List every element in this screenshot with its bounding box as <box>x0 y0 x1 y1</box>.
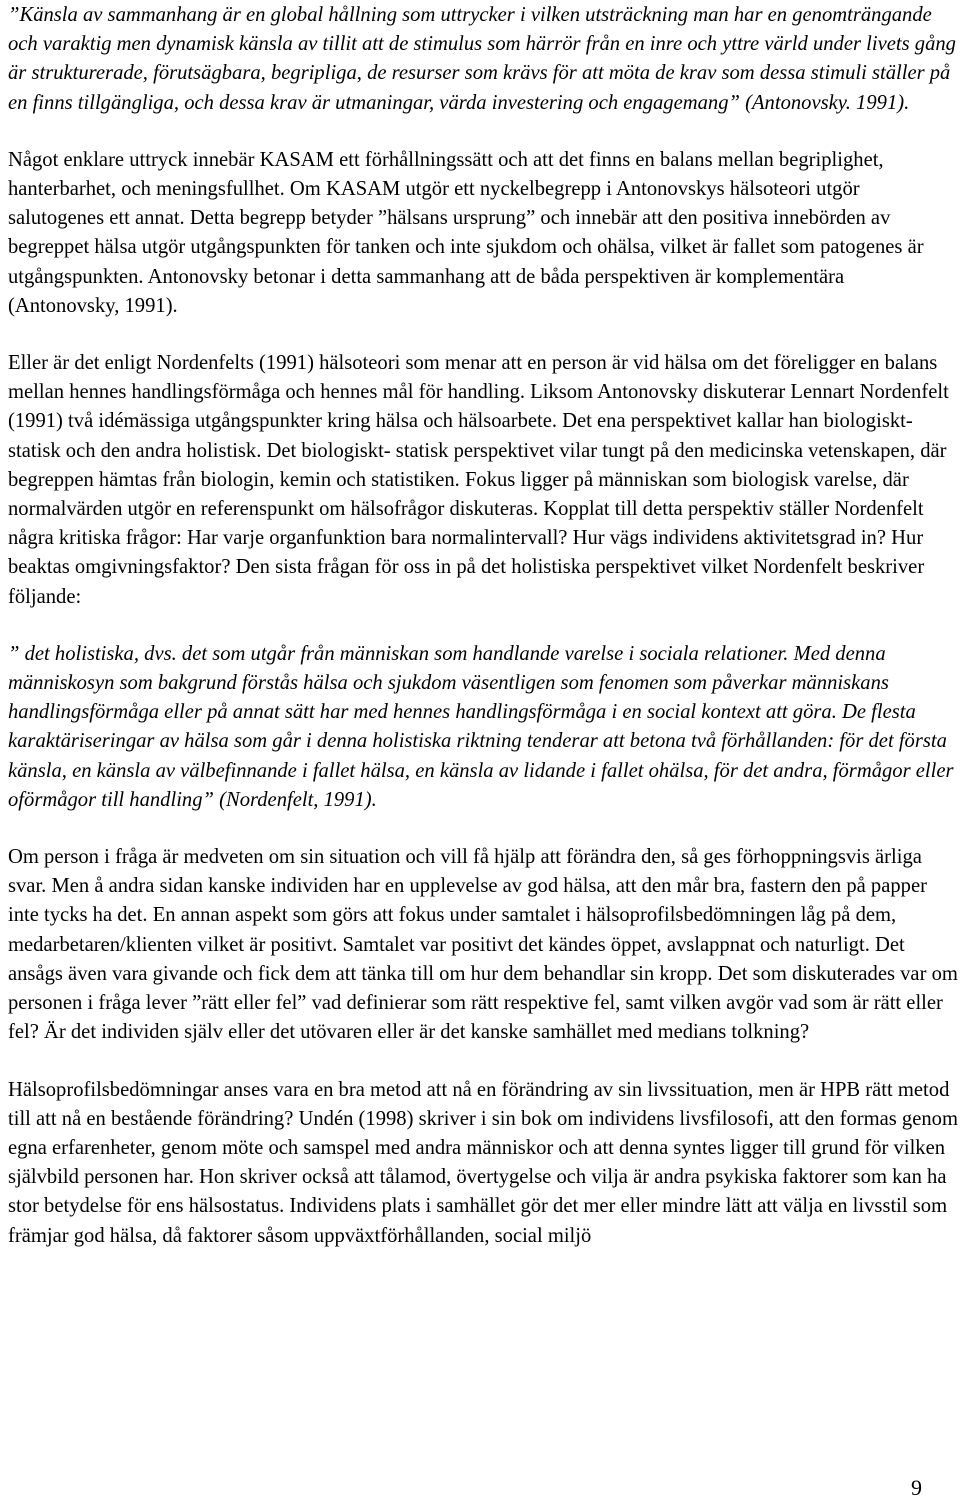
page-number: 9 <box>911 1475 922 1500</box>
paragraph-holistic-quote: ” det holistiska, dvs. det som utgår från människan som handlande varelse i sociala relationer. Med denna människosyn som bakgrund förstås hälsa och sjukdom väsentligen som fenomen som påverkar människans handlingsförmåga eller på annat sätt har med hennes handlingsförmåga i en social kontext att göra. De flesta karaktäriseringar av hälsa som går i denna holistiska riktning tenderar att betona två förhållanden: för det första känsla, en känsla av välbefinnande i fallet hälsa, en känsla av lidande i fallet ohälsa, för det andra, förmågor eller oförmågor till handling” (Nordenfelt, 1991). <box>8 642 954 811</box>
paragraph-health-profile-conversation: Om person i fråga är medveten om sin situation och vill få hjälp att förändra den, så ges förhoppningsvis ärliga svar. Men å andra sidan kanske individen har en upplevelse av god hälsa, att den mår bra, fastern den på papper inte tycks ha det. En annan aspekt som görs att fokus under samtalet i hälsoprofilsbedömningen låg på dem, medarbetaren/klienten vilket är positivt. Samtalet var positivt det kändes öppet, avslappnat och naturligt. Det ansågs även vara givande och fick dem att tänka till om hur dem behandlar sin kropp. Det som diskuterades var om personen i fråga lever ”rätt eller fel” vad definierar som rätt respektive fel, samt vilken avgör vad som är rätt eller fel? Är det individen själv eller det utövaren eller är det kanske samhället med medians tolkning? <box>8 846 958 1044</box>
paragraph-kasam-salutogenes: Något enklare uttryck innebär KASAM ett förhållningssätt och att det finns en balans mellan begriplighet, hanterbarhet, och meningsfullhet. Om KASAM utgör ett nyckelbegrepp i Antonovskys hälsoteori utgör salutogenes ett annat. Detta begrepp betyder ”hälsans ursprung” och innebär att den positiva innebörden av begreppet hälsa utgör utgångspunkten för tanken och inte sjukdom och ohälsa, vilket är fallet som patogenes är utgångspunkten. Antonovsky betonar i detta sammanhang att de båda perspektiven är komplementära (Antonovsky, 1991). <box>8 148 924 317</box>
paragraph-hpb-method: Hälsoprofilsbedömningar anses vara en bra metod att nå en förändring av sin livssituation, men är HPB rätt metod till att nå en bestående förändring? Undén (1998) skriver i sin bok om individens livsfilosofi, att den formas genom egna erfarenheter, genom möte och samspel med andra människor och att denna syntes ligger till grund för vilken självbild personen har. Hon skriver också att tålamod, övertygelse och vilja är andra psykiska faktorer som kan ha stor betydelse för ens hälsostatus. Individens plats i samhället gör det mer eller mindre lätt att välja en livsstil som främjar god hälsa, då faktorer såsom uppväxtförhållanden, social miljö <box>8 1078 958 1247</box>
document-page <box>8 0 960 1251</box>
paragraph-kasam-definition-quote: ”Känsla av sammanhang är en global hållning som uttrycker i vilken utsträckning man har en genomträngande och varaktig men dynamisk känsla av tillit att de stimulus som härrör från en inre och yttre värld under livets gång är strukturerade, förutsägbara, begripliga, de resurser som krävs för att möta de krav som dessa stimuli ställer på en finns tillgängliga, och dessa krav är utmaningar, värda investering och engagemang” (Antonovsky. 1991). <box>8 4 956 114</box>
paragraph-nordenfelt-health-theory: Eller är det enligt Nordenfelts (1991) hälsoteori som menar att en person är vid hälsa om det föreligger en balans mellan hennes handlingsförmåga och hennes mål för handling. Liksom Antonovsky diskuterar Lennart Nordenfelt (1991) två idémässiga utgångspunkter kring hälsa och hälsoarbete. Det ena perspektivet kallar han biologiskt- statisk och den andra holistisk. Det biologiskt- statisk perspektivet vilar tungt på den medicinska vetenskapen, där begreppen hämtas från biologin, kemin och statistiken. Fokus ligger på människan som biologisk varelse, där normalvärden utgör en referenspunkt om hälsofrågor diskuteras. Kopplat till detta perspektiv ställer Nordenfelt några kritiska frågor: Har varje organfunktion bara normalintervall? Hur vägs individens aktivitetsgrad in? Hur beaktas omgivningsfaktor? Den sista frågan för oss in på det holistiska perspektivet vilket Nordenfelt beskriver följande: <box>8 352 949 608</box>
